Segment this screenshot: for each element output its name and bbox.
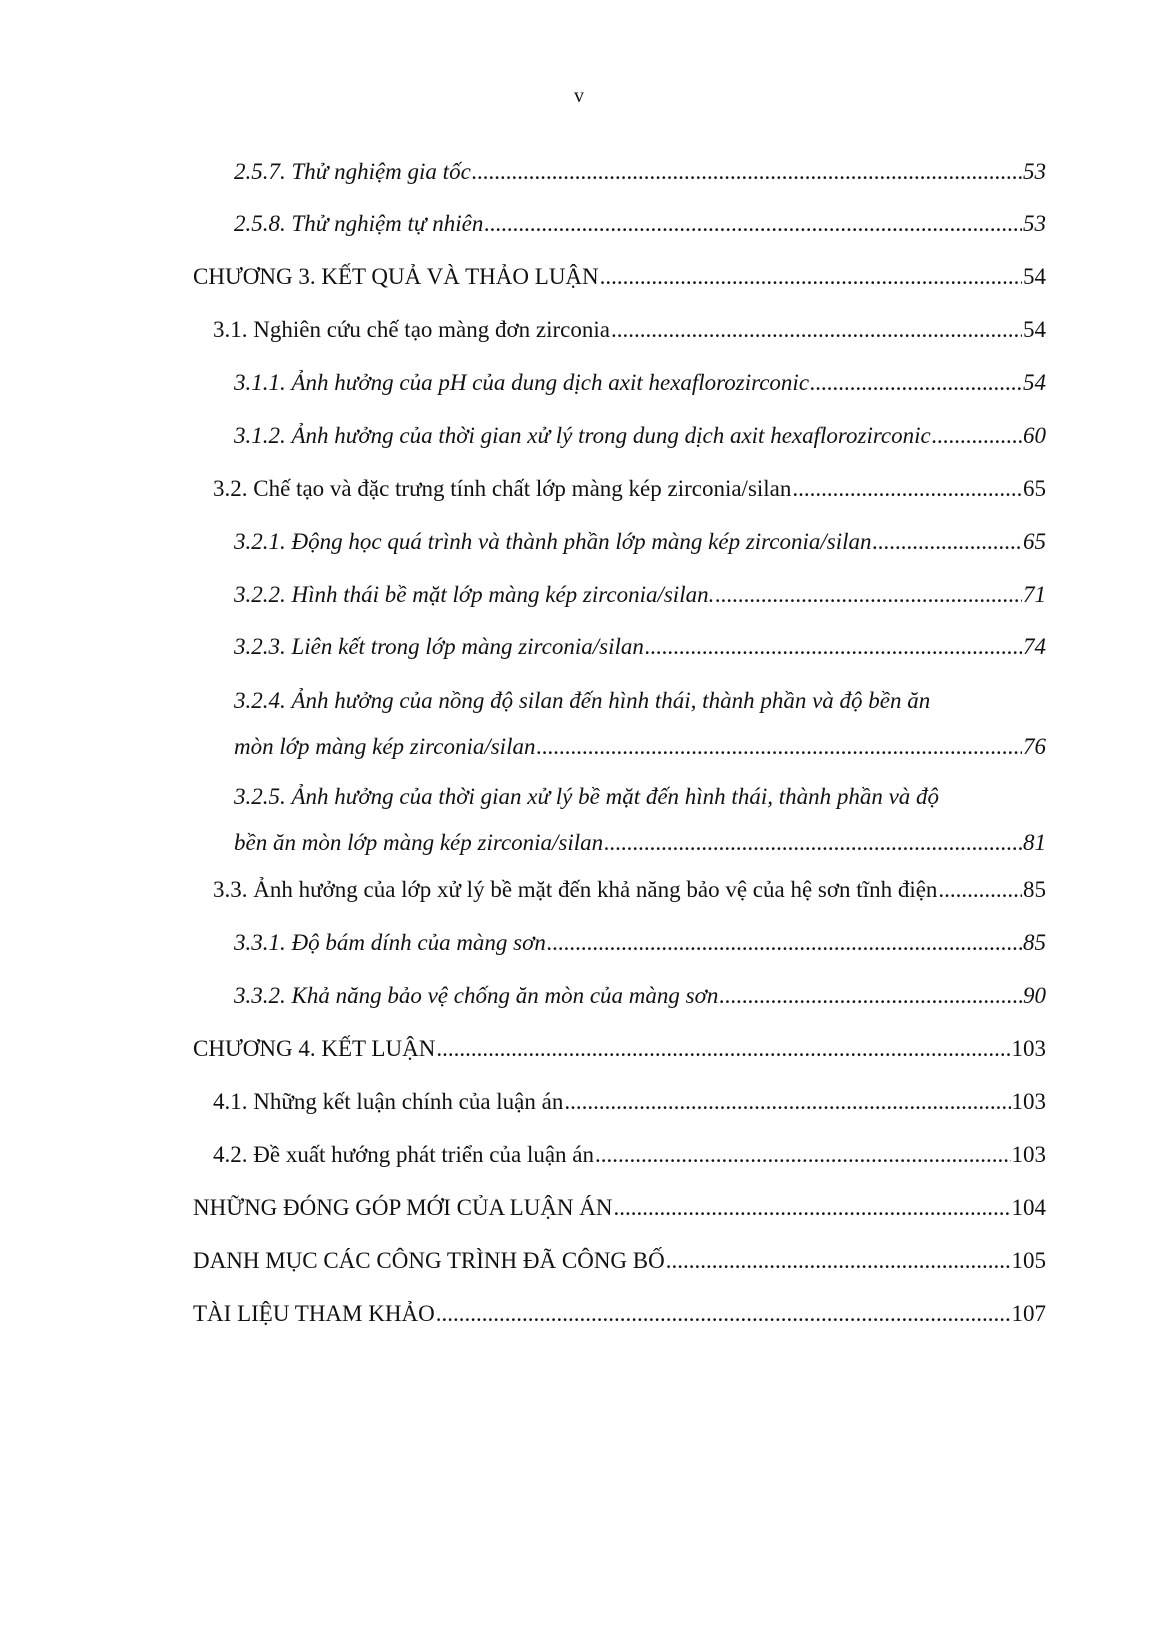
dot-leader — [938, 875, 1022, 905]
toc-entry-title: 3.2.2. Hình thái bề mặt lớp màng kép zirconia/silan. — [234, 582, 715, 607]
toc-entry-title-line1: 3.2.5. Ảnh hưởng của thời gian xử lý bề mặt đến hình thái, thành phần và độ — [234, 784, 940, 809]
dot-leader — [810, 368, 1022, 398]
toc-entry-page: 65 — [1023, 529, 1046, 554]
toc-entry-page: 54 — [1023, 317, 1046, 342]
dot-leader — [600, 262, 1022, 292]
toc-entry-4-2[interactable] — [213, 1140, 1046, 1170]
dot-leader — [536, 732, 1022, 762]
toc-entry-2-5-8[interactable] — [234, 209, 1046, 239]
toc-entry-3-1[interactable] — [213, 315, 1046, 345]
toc-entry-title: 3.1.2. Ảnh hưởng của thời gian xử lý trong dung dịch axit hexaflorozirconic — [234, 423, 931, 448]
toc-entry-title: 3.3. Ảnh hưởng của lớp xử lý bề mặt đến khả năng bảo vệ của hệ sơn tĩnh điện — [213, 877, 938, 902]
toc-entry-3-2[interactable] — [213, 474, 1046, 504]
toc-entry-3-2-4[interactable] — [234, 686, 1046, 762]
dot-leader — [719, 981, 1022, 1011]
toc-entry-title: 3.1.1. Ảnh hưởng của pH của dung dịch axit hexaflorozirconic — [234, 370, 810, 395]
toc-entry-page: 53 — [1023, 211, 1046, 236]
toc-entry-page: 60 — [1023, 423, 1046, 448]
toc-entry-3-2-5[interactable] — [234, 782, 1046, 858]
toc-entry-title-line1: 3.2.4. Ảnh hưởng của nồng độ silan đến hình thái, thành phần và độ bền ăn — [234, 688, 931, 713]
toc-entry-page: 74 — [1023, 634, 1046, 659]
toc-entry-page: 103 — [1011, 1036, 1046, 1061]
toc-entry-title: CHƯƠNG 3. KẾT QUẢ VÀ THẢO LUẬN — [193, 264, 599, 289]
dot-leader — [792, 474, 1022, 504]
toc-entry-title: 2.5.7. Thử nghiệm gia tốc — [234, 159, 471, 184]
toc-entry-page: 85 — [1023, 877, 1046, 902]
dot-leader — [645, 632, 1022, 662]
toc-entry-page: 105 — [1011, 1248, 1046, 1273]
toc-entry-page: 53 — [1023, 159, 1046, 184]
toc-entry-3-3[interactable] — [213, 875, 1046, 905]
toc-entry-title: TÀI LIỆU THAM KHẢO — [193, 1301, 435, 1326]
toc-entry-page: 54 — [1023, 264, 1046, 289]
dot-leader — [611, 315, 1022, 345]
dot-leader — [436, 1034, 1010, 1064]
toc-entry-3-1-1[interactable] — [234, 368, 1046, 398]
toc-entry-page: 65 — [1023, 476, 1046, 501]
toc-entry-page: 103 — [1011, 1142, 1046, 1167]
toc-entry-title: 3.1. Nghiên cứu chế tạo màng đơn zirconia — [213, 317, 610, 342]
toc-entry-3-2-1[interactable] — [234, 527, 1046, 557]
toc-entry-page: 85 — [1023, 930, 1046, 955]
dot-leader — [932, 421, 1022, 451]
toc-entry-title: 3.3.2. Khả năng bảo vệ chống ăn mòn của màng sơn — [234, 983, 719, 1008]
toc-entry-2-5-7[interactable] — [234, 157, 1046, 187]
dot-leader — [666, 1246, 1011, 1276]
toc-entry-title: 4.1. Những kết luận chính của luận án — [213, 1089, 564, 1114]
toc-entry-page: 90 — [1023, 983, 1046, 1008]
toc-entry-page: 107 — [1011, 1301, 1046, 1326]
toc-entry-3-3-2[interactable] — [234, 981, 1046, 1011]
toc-entry-title: NHỮNG ĐÓNG GÓP MỚI CỦA LUẬN ÁN — [193, 1195, 613, 1220]
toc-entry-3-2-2[interactable] — [234, 580, 1046, 610]
toc-entry-title: bền ăn mòn lớp màng kép zirconia/silan — [234, 830, 604, 855]
dot-leader — [472, 157, 1022, 187]
toc-entry-3-1-2[interactable] — [234, 421, 1046, 451]
dot-leader — [604, 828, 1022, 858]
toc-entry-title: 4.2. Đề xuất hướng phát triển của luận án — [213, 1142, 595, 1167]
toc-entry-contributions[interactable] — [193, 1193, 1046, 1223]
toc-entry-title: 3.3.1. Độ bám dính của màng sơn — [234, 930, 546, 955]
dot-leader — [873, 527, 1023, 557]
toc-entry-title: 3.2.1. Động học quá trình và thành phần lớp màng kép zirconia/silan — [234, 529, 872, 554]
dot-leader — [564, 1087, 1010, 1117]
dot-leader — [484, 209, 1022, 239]
toc-entry-title: CHƯƠNG 4. KẾT LUẬN — [193, 1036, 436, 1061]
dot-leader — [715, 580, 1022, 610]
toc-entry-page: 103 — [1011, 1089, 1046, 1114]
dot-leader — [547, 928, 1022, 958]
toc-entry-title: 3.2.3. Liên kết trong lớp màng zirconia/silan — [234, 634, 644, 659]
toc-entry-3-3-1[interactable] — [234, 928, 1046, 958]
toc-entry-page: 104 — [1011, 1195, 1046, 1220]
toc-entry-title: 3.2. Chế tạo và đặc trưng tính chất lớp màng kép zirconia/silan — [213, 476, 792, 501]
toc-entry-page: 71 — [1023, 582, 1046, 607]
dot-leader — [614, 1193, 1011, 1223]
toc-entry-3-2-3[interactable] — [234, 632, 1046, 662]
toc-entry-references[interactable] — [193, 1299, 1046, 1329]
toc-entry-page: 76 — [1023, 734, 1046, 759]
toc-entry-publications[interactable] — [193, 1246, 1046, 1276]
toc-entry-title: mòn lớp màng kép zirconia/silan — [234, 734, 536, 759]
dot-leader — [436, 1299, 1011, 1329]
page-number: v — [574, 85, 584, 107]
toc-entry-chapter-4[interactable] — [193, 1034, 1046, 1064]
toc-entry-title: DANH MỤC CÁC CÔNG TRÌNH ĐÃ CÔNG BỐ — [193, 1248, 665, 1273]
dot-leader — [595, 1140, 1010, 1170]
toc-entry-page: 54 — [1023, 370, 1046, 395]
toc-entry-title: 2.5.8. Thử nghiệm tự nhiên — [234, 211, 484, 236]
toc-entry-page: 81 — [1023, 830, 1046, 855]
toc-entry-4-1[interactable] — [213, 1087, 1046, 1117]
toc-entry-chapter-3[interactable] — [193, 262, 1046, 292]
